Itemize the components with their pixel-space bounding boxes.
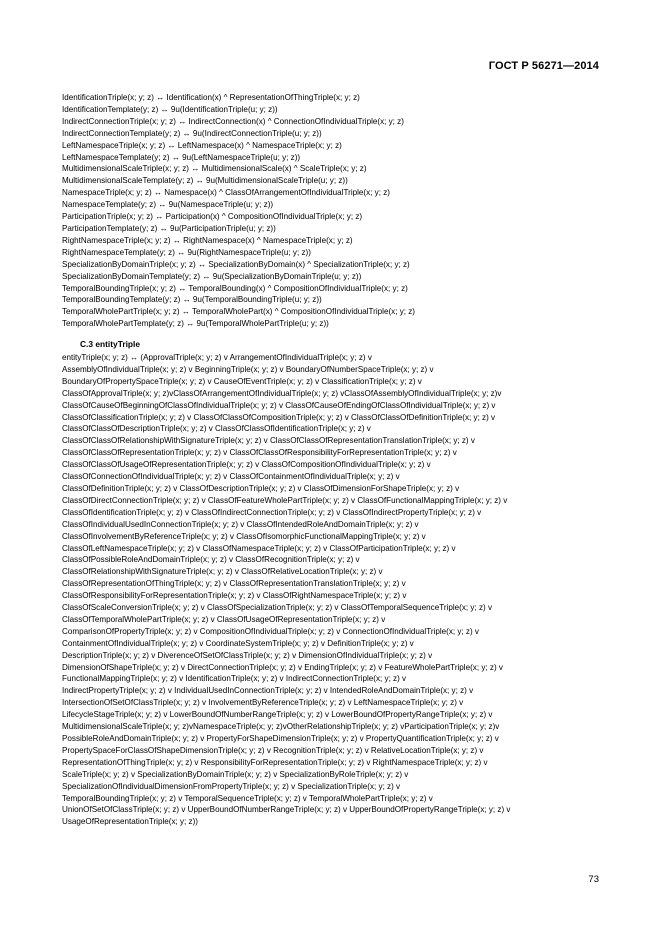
definition-line: TemporalWholePartTriple(x; y; z) ↔ TemporalWholePart(x) ^ CompositionOfIndividualTriple(x; y; z) [62, 307, 415, 317]
definition-line: IndirectConnectionTriple(x; y; z) ↔ IndirectConnection(x) ^ ConnectionOfIndividualTriple(x; y; z) [62, 116, 404, 126]
formula-line: ClassOfTemporalWholePartTriple(x; y; z) v ClassOfUsageOfRepresentationTriple(x; y; z) v [62, 614, 386, 624]
formula-line: BoundaryOfPropertySpaceTriple(x; y; z) v CauseOfEventTriple(x; y; z) v ClassificationTriple(x; y; z) v [62, 376, 422, 386]
formula-line: UnionOfSetOfClassTriple(x; y; z) v UpperBoundOfNumberRangeTriple(x; y; z) v UpperBoundOfPropertyRangeTriple(x; y; z) v [62, 805, 511, 815]
formula-line: ScaleTriple(x; y; z) v SpecializationByDomainTriple(x; y; z) v SpecializationByRoleTriple(x; y; z) v [62, 769, 409, 779]
definition-line: ParticipationTemplate(y; z) ↔ 9u(ParticipationTriple(u; y; z)) [62, 223, 276, 233]
definition-line: TemporalWholePartTemplate(y; z) ↔ 9u(TemporalWholePartTriple(u; y; z)) [62, 319, 329, 329]
formula-line: MultidimensionalScaleTriple(x; y; z)vNamespaceTriple(x; y; z)vOtherRelationshipTriple(x; y; z) vParticipationTriple(x; y; z)v [62, 722, 500, 732]
formula-line: ClassOfDirectConnectionTriple(x; y; z) v ClassOfFeatureWholePartTriple(x; y; z) v ClassOfFunctionalMappingTriple(x; y; z) v [62, 495, 508, 505]
formula-line: ContainmentOfIndividualTriple(x; y; z) v CoordinateSystemTriple(x; y; z) v DefinitionTriple(x; y; z) v [62, 638, 414, 648]
formula-line: ClassOfRelationshipWithSignatureTriple(x; y; z) v ClassOfRelativeLocationTriple(x; y; z) v [62, 567, 383, 577]
formula-line: ClassOfClassOfDescriptionTriple(x; y; z) v ClassOfClassOfIdentificationTriple(x; y; z) v [62, 424, 371, 434]
formula-line: ClassOfInvolvementByReferenceTriple(x; y; z) v ClassOfIsomorphicFunctionalMappingTriple(x; y; z) v [62, 531, 426, 541]
formula-line: TemporalBoundingTriple(x; y; z) v TemporalSequenceTriple(x; y; z) v TemporalWholePartTriple(x; y; z) v [62, 793, 433, 803]
standard-designation: ГОСТ Р 56271—2014 [488, 60, 599, 72]
formula-line: ClassOfRepresentationOfThingTriple(x; y; z) v ClassOfRepresentationTranslationTriple(x; y; z) v [62, 579, 406, 589]
formula-line: ClassOfResponsibilityForRepresentationTriple(x; y; z) v ClassOfRightNamespaceTriple(x; y; z) v [62, 591, 407, 601]
definitions-block [62, 92, 622, 330]
definition-line: SpecializationByDomainTemplate(y; z) ↔ 9u(SpecializationByDomainTriple(u; y; z)) [62, 271, 362, 281]
definition-line: TemporalBoundingTriple(x; y; z) ↔ TemporalBounding(x) ^ CompositionOfIndividualTriple(x; y; z) [62, 283, 408, 293]
formula-line: RepresentationOfThingTriple(x; y; z) v ResponsibilityForRepresentationTriple(x; y; z) v RightNamespaceTriple(x; y; z) v [62, 757, 488, 767]
definition-line: LeftNamespaceTriple(x; y; z) ↔ LeftNamespace(x) ^ NamespaceTriple(x; y; z) [62, 140, 342, 150]
formula-line: ClassOfApprovalTriple(x; y; z)vClassOfArrangementOfIndividualTriple(x; y; z) vClassOfAssemblyOfIndividualTriple(x; y; z)v [62, 388, 502, 398]
section-heading: C.3 entityTriple [80, 339, 141, 349]
entity-triple-definition [62, 352, 622, 828]
definition-line: ParticipationTriple(x; y; z) ↔ Participation(x) ^ CompositionOfIndividualTriple(x; y; z) [62, 212, 363, 222]
formula-line: ComparisonOfPropertyTriple(x; y; z) v CompositionOfIndividualTriple(x; y; z) v ConnectionOfIndividualTriple(x; y; z) v [62, 626, 479, 636]
definition-line: RightNamespaceTriple(x; y; z) ↔ RightNamespace(x) ^ NamespaceTriple(x; y; z) [62, 235, 353, 245]
definition-line: NamespaceTriple(x; y; z) ↔ Namespace(x) ^ ClassOfArrangementOfIndividualTriple(x; y; z) [62, 188, 390, 198]
formula-line: ClassOfConnectionOfIndividualTriple(x; y; z) v ClassOfContainmentOfIndividualTriple(x; y; z) v [62, 472, 400, 482]
formula-line: UsageOfRepresentationTriple(x; y; z)) [62, 817, 198, 827]
formula-line: FunctionalMappingTriple(x; y; z) v IdentificationTriple(x; y; z) v IndirectConnectionTriple(x; y; z) v [62, 674, 407, 684]
formula-line: ClassOfIndividualUsedInConnectionTriple(x; y; z) v ClassOfIntendedRoleAndDomainTriple(x; y; z) v [62, 519, 419, 529]
formula-line: ClassOfClassOfRepresentationTriple(x; y; z) v ClassOfClassOfResponsibilityForRepresentationTriple(x; y; z) v [62, 448, 457, 458]
definition-line: SpecializationByDomainTriple(x; y; z) ↔ SpecializationByDomain(x) ^ SpecializationTriple(x; y; z) [62, 259, 410, 269]
formula-line: SpecializationOfIndividualDimensionFromPropertyTriple(x; y; z) v SpecializationTriple(x; y; z) v [62, 781, 401, 791]
formula-line: ClassOfCauseOfBeginningOfClassOfIndividualTriple(x; y; z) v ClassOfCauseOfEndingOfClassOfIndividualTriple(x; y; z) v [62, 400, 496, 410]
formula-line: AssemblyOfIndividualTriple(x; y; z) v BeginningTriple(x; y; z) v BoundaryOfNumberSpaceTriple(x; y; z) v [62, 364, 434, 374]
formula-line: DescriptionTriple(x; y; z) v DiverenceOfSetOfClassTriple(x; y; z) v DimensionOfIndividualTriple(x; y; z) v [62, 650, 433, 660]
page-number: 73 [588, 874, 599, 885]
definition-line: MultidimensionalScaleTemplate(y; z) ↔ 9u(MultidimensionalScaleTriple(u; y; z)) [62, 176, 348, 186]
formula-line: DimensionOfShapeTriple(x; y; z) v DirectConnectionTriple(x; y; z) v EndingTriple(x; y; z) v FeatureWholePartTriple(x; y; z) v [62, 662, 503, 672]
definition-line: MultidimensionalScaleTriple(x; y; z) ↔ MultidimensionalScale(x) ^ ScaleTriple(x; y; z) [62, 164, 367, 174]
definition-line: RightNamespaceTemplate(y; z) ↔ 9u(RightNamespaceTriple(u; y; z)) [62, 247, 311, 257]
formula-line: ClassOfPossibleRoleAndDomainTriple(x; y; z) v ClassOfRecognitionTriple(x; y; z) v [62, 555, 360, 565]
formula-line: ClassOfClassOfUsageOfRepresentationTriple(x; y; z) v ClassOfCompositionOfIndividualTriple(x; y; z) v [62, 460, 431, 470]
definition-line: TemporalBoundingTemplate(y; z) ↔ 9u(TemporalBoundingTriple(u; y; z)) [62, 295, 322, 305]
formula-line: ClassOfScaleConversionTriple(x; y; z) v ClassOfSpecializationTriple(x; y; z) v ClassOfTemporalSequenceTriple(x; y; z) v [62, 603, 492, 613]
definition-line: NamespaceTemplate(y; z) ↔ 9u(NamespaceTriple(u; y; z)) [62, 200, 274, 210]
formula-line: LifecycleStageTriple(x; y; z) v LowerBoundOfNumberRangeTriple(x; y; z) v LowerBoundOfPropertyRangeTriple(x; y; z) v [62, 710, 493, 720]
formula-line: ClassOfClassOfRelationshipWithSignatureTriple(x; y; z) v ClassOfClassOfRepresentationTranslationTriple(x; y; z) v [62, 436, 475, 446]
formula-line: ClassOfClassificationTriple(x; y; z) v ClassOfClassOfCompositionTriple(x; y; z) v ClassOfClassOfDefinitionTriple(x; y; z) v [62, 412, 496, 422]
formula-line: ClassOfLeftNamespaceTriple(x; y; z) v ClassOfNamespaceTriple(x; y; z) v ClassOfParticipationTriple(x; y; z) v [62, 543, 456, 553]
formula-line: PropertySpaceForClassOfShapeDimensionTriple(x; y; z) v RecognitionTriple(x; y; z) v RelativeLocationTriple(x; y; z) v [62, 745, 484, 755]
formula-line: IndirectPropertyTriple(x; y; z) v IndividualUsedInConnectionTriple(x; y; z) v IntendedRoleAndDomainTriple(x; y; z) v [62, 686, 474, 696]
formula-line: ClassOfDefinitionTriple(x; y; z) v ClassOfDescriptionTriple(x; y; z) v ClassOfDimensionForShapeTriple(x; y; z) v [62, 483, 460, 493]
formula-line: ClassOfIdentificationTriple(x; y; z) v ClassOfIndirectConnectionTriple(x; y; z) v ClassOfIndirectPropertyTriple(x; y; z) v [62, 507, 482, 517]
definition-line: IdentificationTriple(x; y; z) ↔ Identification(x) ^ RepresentationOfThingTriple(x; y; z) [62, 93, 360, 102]
formula-line: PossibleRoleAndDomainTriple(x; y; z) v PropertyForShapeDimensionTriple(x; y; z) v PropertyQuantificationTriple(x; y; z) v [62, 734, 499, 743]
definition-line: IndirectConnectionTemplate(y; z) ↔ 9u(IndirectConnectionTriple(u; y; z)) [62, 128, 322, 138]
formula-line: entityTriple(x; y; z) ↔ (ApprovalTriple(x; y; z) v ArrangementOfIndividualTriple(x; y; z) v [62, 353, 372, 362]
definition-line: IdentificationTemplate(y; z) ↔ 9u(IdentificationTriple(u; y; z)) [62, 104, 278, 114]
formula-line: IntersectionOfSetOfClassTriple(x; y; z) v InvolvementByReferenceTriple(x; y; z) v LeftNamespaceTriple(x; y; z) v [62, 698, 464, 708]
definition-line: LeftNamespaceTemplate(y; z) ↔ 9u(LeftNamespaceTriple(u; y; z)) [62, 152, 301, 162]
